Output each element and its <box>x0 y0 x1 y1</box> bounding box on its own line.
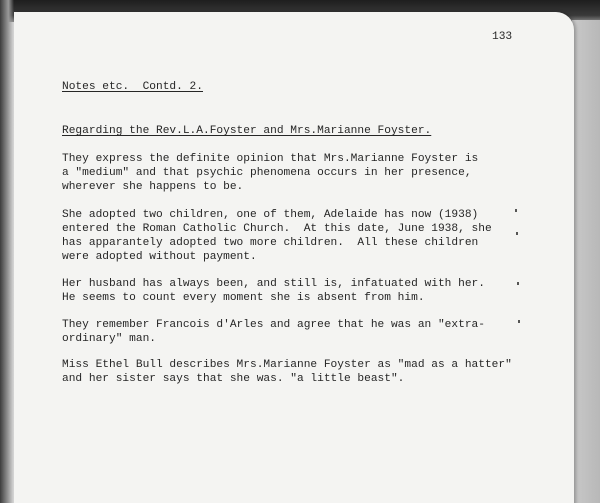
margin-speck <box>518 320 520 323</box>
subject-heading: Regarding the Rev.L.A.Foyster and Mrs.Marianne Foyster. <box>62 125 432 137</box>
margin-speck <box>515 209 517 212</box>
paragraph-line: Miss Ethel Bull describes Mrs.Marianne Foyster as "mad as a hatter" <box>62 359 512 371</box>
paragraph-line: He seems to count every moment she is absent from him. <box>62 292 425 304</box>
paragraph-line: wherever she happens to be. <box>62 181 244 193</box>
paragraph-line: They express the definite opinion that Mrs.Marianne Foyster is <box>62 153 479 165</box>
paragraph-line: has apparantely adopted two more children. All these children <box>62 237 479 249</box>
scanner-edge-right <box>572 20 600 503</box>
paragraph-line: They remember Francois d'Arles and agree that he was an "extra- <box>62 319 485 331</box>
paragraph-line: a "medium" and that psychic phenomena occurs in her presence, <box>62 167 472 179</box>
paragraph-line: ordinary" man. <box>62 333 156 345</box>
margin-speck <box>516 232 518 235</box>
page-number: 133 <box>492 31 513 43</box>
paragraph-line: and her sister says that she was. "a little beast". <box>62 373 405 385</box>
paragraph-line: She adopted two children, one of them, Adelaide has now (1938) <box>62 209 479 221</box>
scanner-edge-left <box>0 0 14 503</box>
margin-speck <box>517 282 519 285</box>
paragraph-line: were adopted without payment. <box>62 251 257 263</box>
notes-header: Notes etc. Contd. 2. <box>62 81 203 93</box>
paragraph-line: Her husband has always been, and still is, infatuated with her. <box>62 278 485 290</box>
paragraph-line: entered the Roman Catholic Church. At this date, June 1938, she <box>62 223 492 235</box>
